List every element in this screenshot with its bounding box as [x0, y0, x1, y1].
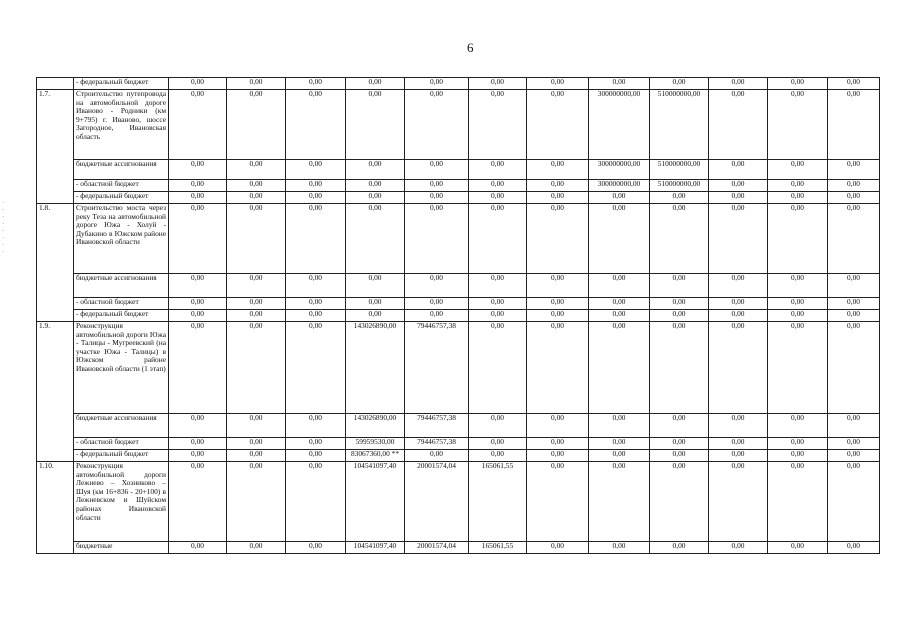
amount-cell: 0,00: [828, 180, 880, 192]
amount-cell: 0,00: [469, 298, 527, 310]
amount-cell: 0,00: [286, 274, 346, 298]
amount-cell: 0,00: [828, 310, 880, 322]
amount-cell: 0,00: [527, 298, 589, 310]
amount-cell: 0,00: [227, 310, 286, 322]
row-label-cell: бюджетные ассигнования: [74, 160, 169, 180]
amount-cell: 0,00: [405, 298, 469, 310]
amount-cell: 0,00: [650, 450, 709, 462]
amount-cell: 0,00: [346, 180, 405, 192]
amount-cell: 0,00: [828, 542, 880, 554]
amount-cell: 20001574,04: [405, 542, 469, 554]
amount-cell: 0,00: [828, 462, 880, 542]
amount-cell: 0,00: [589, 542, 650, 554]
table-row: [37, 462, 880, 542]
amount-cell: 0,00: [286, 542, 346, 554]
amount-cell: 0,00: [227, 542, 286, 554]
amount-cell: 0,00: [169, 298, 227, 310]
table-row: [37, 414, 880, 438]
amount-cell: 0,00: [650, 438, 709, 450]
amount-cell: 0,00: [469, 192, 527, 204]
amount-cell: 0,00: [405, 160, 469, 180]
amount-cell: 0,00: [768, 450, 828, 462]
amount-cell: 0,00: [169, 310, 227, 322]
amount-cell: 0,00: [405, 450, 469, 462]
row-code-cell: 1.9.: [37, 322, 74, 462]
amount-cell: 0,00: [589, 462, 650, 542]
amount-cell: 0,00: [828, 192, 880, 204]
amount-cell: 0,00: [709, 180, 768, 192]
amount-cell: 0,00: [469, 274, 527, 298]
amount-cell: 0,00: [527, 192, 589, 204]
row-label-cell: - федеральный бюджет: [74, 310, 169, 322]
amount-cell: 0,00: [469, 204, 527, 274]
amount-cell: 0,00: [286, 462, 346, 542]
amount-cell: 510000000,00: [650, 160, 709, 180]
amount-cell: 0,00: [589, 78, 650, 90]
amount-cell: 0,00: [286, 322, 346, 414]
table-row: [37, 542, 880, 554]
amount-cell: 0,00: [589, 298, 650, 310]
amount-cell: 0,00: [589, 192, 650, 204]
row-label-cell: - областной бюджет: [74, 298, 169, 310]
amount-cell: 0,00: [709, 414, 768, 438]
amount-cell: 0,00: [589, 450, 650, 462]
amount-cell: 0,00: [169, 414, 227, 438]
table-row: [37, 204, 880, 274]
amount-cell: 0,00: [828, 78, 880, 90]
amount-cell: 0,00: [527, 414, 589, 438]
amount-cell: 0,00: [346, 310, 405, 322]
amount-cell: 0,00: [828, 414, 880, 438]
amount-cell: 0,00: [589, 438, 650, 450]
row-code-cell: 1.7.: [37, 90, 74, 204]
amount-cell: 0,00: [527, 322, 589, 414]
amount-cell: 0,00: [286, 90, 346, 160]
amount-cell: 0,00: [828, 322, 880, 414]
amount-cell: 0,00: [709, 298, 768, 310]
amount-cell: 0,00: [469, 322, 527, 414]
amount-cell: 0,00: [286, 310, 346, 322]
amount-cell: 0,00: [527, 542, 589, 554]
amount-cell: 300000000,00: [589, 160, 650, 180]
amount-cell: 0,00: [709, 78, 768, 90]
amount-cell: 0,00: [768, 204, 828, 274]
table-row: [37, 450, 880, 462]
amount-cell: 104541097,40: [346, 462, 405, 542]
amount-cell: 143026890,00: [346, 414, 405, 438]
amount-cell: 0,00: [469, 90, 527, 160]
amount-cell: 83067360,00 **: [346, 450, 405, 462]
amount-cell: 0,00: [405, 192, 469, 204]
amount-cell: 0,00: [709, 274, 768, 298]
amount-cell: 0,00: [227, 462, 286, 542]
row-label-cell: Строительство путепровода на автомобильной дороге Иваново - Родники (км 9+795) г. Иваново, шоссе Загородное, Ивановская область: [74, 90, 169, 160]
amount-cell: 0,00: [527, 160, 589, 180]
amount-cell: 0,00: [405, 204, 469, 274]
row-code-cell: 1.8.: [37, 204, 74, 322]
amount-cell: 0,00: [227, 160, 286, 180]
amount-cell: 0,00: [527, 78, 589, 90]
table-row: [37, 78, 880, 90]
page-number: 6: [467, 40, 474, 55]
amount-cell: 0,00: [527, 180, 589, 192]
amount-cell: 0,00: [227, 438, 286, 450]
amount-cell: 0,00: [709, 310, 768, 322]
amount-cell: 0,00: [169, 462, 227, 542]
amount-cell: 0,00: [286, 160, 346, 180]
amount-cell: 0,00: [286, 414, 346, 438]
amount-cell: 0,00: [527, 310, 589, 322]
row-label-cell: бюджетные ассигнования: [74, 274, 169, 298]
amount-cell: 0,00: [527, 450, 589, 462]
amount-cell: 510000000,00: [650, 180, 709, 192]
amount-cell: 20001574,04: [405, 462, 469, 542]
row-label-cell: - федеральный бюджет: [74, 192, 169, 204]
amount-cell: 0,00: [227, 90, 286, 160]
table-row: [37, 192, 880, 204]
row-label-cell: Реконструкция автомобильной дороги Южа - Талицы - Мугреевский (на участке Южа - Талицы) в Южском районе Ивановской области (1 этап): [74, 322, 169, 414]
amount-cell: 0,00: [469, 180, 527, 192]
amount-cell: 0,00: [589, 322, 650, 414]
amount-cell: 0,00: [768, 438, 828, 450]
amount-cell: 0,00: [169, 438, 227, 450]
amount-cell: 104541097,40: [346, 542, 405, 554]
amount-cell: 79446757,38: [405, 414, 469, 438]
row-label-cell: бюджетные ассигнования: [74, 414, 169, 438]
amount-cell: 165061,55: [469, 462, 527, 542]
amount-cell: 0,00: [286, 192, 346, 204]
amount-cell: 0,00: [405, 90, 469, 160]
amount-cell: 0,00: [828, 298, 880, 310]
amount-cell: 79446757,38: [405, 438, 469, 450]
amount-cell: 0,00: [709, 160, 768, 180]
amount-cell: 0,00: [169, 78, 227, 90]
amount-cell: 0,00: [650, 204, 709, 274]
amount-cell: 0,00: [527, 274, 589, 298]
amount-cell: 0,00: [286, 180, 346, 192]
amount-cell: 0,00: [346, 90, 405, 160]
row-label-cell: - федеральный бюджет: [74, 450, 169, 462]
table-row: [37, 310, 880, 322]
amount-cell: 0,00: [768, 90, 828, 160]
amount-cell: 0,00: [469, 310, 527, 322]
amount-cell: 79446757,38: [405, 322, 469, 414]
amount-cell: 0,00: [650, 310, 709, 322]
amount-cell: 0,00: [469, 78, 527, 90]
table-row: [37, 90, 880, 160]
amount-cell: 0,00: [828, 450, 880, 462]
amount-cell: 0,00: [227, 274, 286, 298]
amount-cell: 0,00: [768, 180, 828, 192]
amount-cell: 0,00: [589, 414, 650, 438]
budget-table: [36, 77, 880, 554]
amount-cell: 0,00: [346, 298, 405, 310]
amount-cell: 0,00: [169, 180, 227, 192]
amount-cell: 0,00: [469, 414, 527, 438]
row-label-cell: Строительство моста через реку Теза на автомобильной дороге Южа - Холуй - Дубакино в Южском районе Ивановской области: [74, 204, 169, 274]
amount-cell: 0,00: [709, 204, 768, 274]
row-code-cell: [37, 78, 74, 90]
amount-cell: 165061,55: [469, 542, 527, 554]
table-row: [37, 322, 880, 414]
amount-cell: 0,00: [589, 310, 650, 322]
amount-cell: 0,00: [286, 450, 346, 462]
amount-cell: 0,00: [227, 450, 286, 462]
amount-cell: 0,00: [227, 180, 286, 192]
amount-cell: 0,00: [169, 160, 227, 180]
amount-cell: 0,00: [169, 274, 227, 298]
row-label-cell: - федеральный бюджет: [74, 78, 169, 90]
amount-cell: 59959530,00: [346, 438, 405, 450]
amount-cell: 0,00: [709, 90, 768, 160]
amount-cell: 0,00: [768, 160, 828, 180]
amount-cell: 0,00: [227, 414, 286, 438]
amount-cell: 300000000,00: [589, 90, 650, 160]
row-label-cell: бюджетные: [74, 542, 169, 554]
amount-cell: 0,00: [346, 160, 405, 180]
amount-cell: 0,00: [346, 274, 405, 298]
amount-cell: 0,00: [527, 90, 589, 160]
amount-cell: 0,00: [469, 160, 527, 180]
amount-cell: 0,00: [650, 542, 709, 554]
amount-cell: 0,00: [650, 274, 709, 298]
amount-cell: 0,00: [709, 438, 768, 450]
amount-cell: 0,00: [768, 274, 828, 298]
amount-cell: 0,00: [169, 90, 227, 160]
table-row: [37, 438, 880, 450]
amount-cell: 0,00: [709, 542, 768, 554]
amount-cell: 0,00: [589, 274, 650, 298]
amount-cell: 0,00: [527, 204, 589, 274]
amount-cell: 0,00: [650, 298, 709, 310]
table-row: [37, 160, 880, 180]
amount-cell: 0,00: [286, 204, 346, 274]
amount-cell: 0,00: [227, 298, 286, 310]
amount-cell: 0,00: [650, 322, 709, 414]
amount-cell: 0,00: [169, 450, 227, 462]
row-code-cell: 1.10.: [37, 462, 74, 554]
table-row: [37, 180, 880, 192]
amount-cell: 0,00: [169, 322, 227, 414]
amount-cell: 0,00: [768, 310, 828, 322]
amount-cell: 0,00: [828, 204, 880, 274]
amount-cell: 0,00: [650, 414, 709, 438]
amount-cell: 0,00: [650, 192, 709, 204]
amount-cell: 0,00: [828, 438, 880, 450]
row-label-cell: - областной бюджет: [74, 438, 169, 450]
amount-cell: 0,00: [527, 438, 589, 450]
amount-cell: 0,00: [227, 204, 286, 274]
amount-cell: 510000000,00: [650, 90, 709, 160]
amount-cell: 0,00: [828, 160, 880, 180]
amount-cell: 0,00: [709, 322, 768, 414]
table-row: [37, 274, 880, 298]
amount-cell: 0,00: [709, 462, 768, 542]
amount-cell: 0,00: [828, 90, 880, 160]
amount-cell: 0,00: [227, 192, 286, 204]
row-label-cell: - областной бюджет: [74, 180, 169, 192]
amount-cell: 0,00: [828, 274, 880, 298]
amount-cell: 0,00: [405, 274, 469, 298]
amount-cell: 0,00: [650, 78, 709, 90]
amount-cell: 0,00: [527, 462, 589, 542]
amount-cell: 0,00: [346, 78, 405, 90]
amount-cell: 0,00: [469, 438, 527, 450]
amount-cell: 0,00: [169, 204, 227, 274]
margin-marks: · · · · · · · ·: [2, 199, 5, 256]
amount-cell: 0,00: [405, 180, 469, 192]
amount-cell: 0,00: [227, 78, 286, 90]
amount-cell: 0,00: [405, 78, 469, 90]
amount-cell: 0,00: [768, 78, 828, 90]
amount-cell: 0,00: [768, 414, 828, 438]
row-label-cell: Реконструкция автомобильной дороги Лежнево – Хозниково – Шуя (км 16+836 - 20+100) в Лежневском и Шуйском районах Ивановской области: [74, 462, 169, 542]
amount-cell: 0,00: [169, 192, 227, 204]
amount-cell: 0,00: [650, 462, 709, 542]
amount-cell: 0,00: [768, 192, 828, 204]
amount-cell: 0,00: [709, 450, 768, 462]
amount-cell: 0,00: [469, 450, 527, 462]
amount-cell: 0,00: [227, 322, 286, 414]
amount-cell: 0,00: [768, 542, 828, 554]
amount-cell: 0,00: [286, 438, 346, 450]
amount-cell: 0,00: [768, 462, 828, 542]
amount-cell: 0,00: [286, 298, 346, 310]
amount-cell: 143026890,00: [346, 322, 405, 414]
table-row: [37, 298, 880, 310]
amount-cell: 0,00: [346, 204, 405, 274]
amount-cell: 0,00: [709, 192, 768, 204]
amount-cell: 0,00: [405, 310, 469, 322]
amount-cell: 0,00: [589, 204, 650, 274]
amount-cell: 300000000,00: [589, 180, 650, 192]
amount-cell: 0,00: [169, 542, 227, 554]
amount-cell: 0,00: [768, 298, 828, 310]
amount-cell: 0,00: [286, 78, 346, 90]
amount-cell: 0,00: [346, 192, 405, 204]
amount-cell: 0,00: [768, 322, 828, 414]
